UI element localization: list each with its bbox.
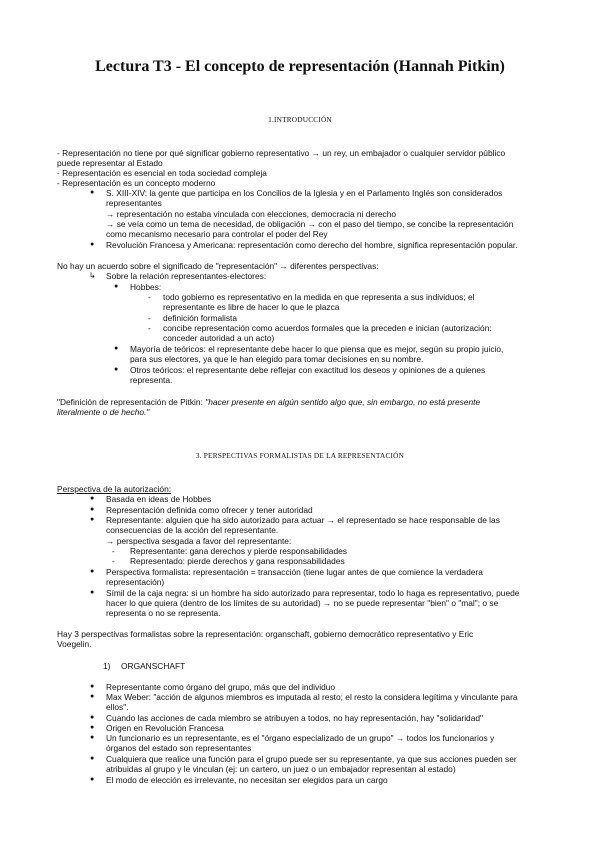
bullet-icon: ●	[90, 714, 95, 721]
bullet-icon: ●	[90, 724, 95, 731]
bullet-icon: ●	[114, 366, 119, 373]
list-item: representante es libre de hacer lo que le plazca	[163, 302, 340, 312]
dash-icon: -	[148, 323, 151, 333]
list-item: atribuidas al grupo y le vinculan (ej: un cartero, un juez o un embajador representan al estado)	[106, 764, 456, 774]
text-line: - Representación es un concepto moderno	[57, 178, 216, 188]
document-title: Lectura T3 - El concepto de representación (Hannah Pitkin)	[95, 58, 505, 75]
list-item: Representante: gana derechos y pierde responsabilidades	[130, 546, 347, 556]
list-item: como mecanismo necesario para controlar el poder del Rey	[106, 229, 328, 239]
bullet-icon: ●	[90, 241, 95, 248]
bullet-icon: ●	[90, 734, 95, 741]
list-item: → se veía como un tema de necesidad, de obligación → con el paso del tiempo, se concibe la representación	[106, 219, 514, 229]
bullet-icon: ●	[90, 495, 95, 502]
text-line: - Representación no tiene por qué significar gobierno representativo → un rey, un embajador o cualquier servidor público	[57, 148, 506, 158]
bullet-icon: ●	[90, 755, 95, 762]
list-item: representación)	[106, 577, 165, 587]
dash-icon: -	[148, 292, 151, 302]
list-item: Hobbes:	[130, 282, 162, 292]
list-number: 1)	[103, 661, 111, 671]
list-item: representantes	[106, 198, 162, 208]
bullet-icon: ●	[90, 693, 95, 700]
list-item: Representante como órgano del grupo, más que del individuo	[106, 682, 336, 692]
list-item: Cuando las acciones de cada miembro se atribuyen a todos, no hay representación, hay "solidaridad"	[106, 713, 483, 723]
bullet-icon: ●	[90, 683, 95, 690]
list-item: El modo de elección es irrelevante, no necesitan ser elegidos para un cargo	[106, 775, 388, 785]
list-item: → representación no estaba vinculada con elecciones, democracia ni derecho	[106, 209, 397, 219]
arrow-icon: ↳	[89, 271, 96, 280]
list-item: representa o no se representa.	[106, 608, 221, 618]
list-item: Símil de la caja negra: si un hombre ha sido autorizado para representar, todo lo haga es representativo, puede	[106, 588, 520, 598]
list-item: hacer lo que quiera (dentro de los límites de su autoridad) → no se puede representar "bien" o "mal"; o se	[106, 598, 499, 608]
section-heading-introduccion: 1.INTRODUCCIÓN	[268, 115, 332, 124]
text-line: No hay un acuerdo sobre el significado de "representación" → diferentes perspectivas:	[57, 261, 379, 271]
list-item: Origen en Revolución Francesa	[106, 723, 224, 733]
list-item: definición formalista	[163, 313, 238, 323]
bullet-icon: ●	[90, 568, 95, 575]
list-item: consecuencias de la acción del representante.	[106, 525, 279, 535]
bullet-icon: ●	[90, 589, 95, 596]
list-item: Sobre la relación representantes-electores:	[106, 271, 267, 281]
definition-prefix: "Definición de representación de Pitkin:	[57, 397, 206, 407]
dash-icon: -	[148, 313, 151, 323]
list-item: Basada en ideas de Hobbes	[106, 494, 212, 504]
list-item: concibe representación como acuerdos formales que la preceden e inician (autorización:	[163, 323, 492, 333]
definition-line	[57, 397, 480, 407]
list-item: Revolución Francesa y Americana: representación como derecho del hombre, significa representación popular.	[106, 240, 518, 250]
list-item: Representado: pierde derechos y gana responsabilidades	[130, 556, 345, 566]
list-item: ellos".	[106, 702, 129, 712]
bullet-icon: ●	[90, 776, 95, 783]
list-item: todo gobierno es representativo en la medida en que representa a sus individuos; el	[163, 292, 475, 302]
list-item: → perspectiva sesgada a favor del representante:	[106, 536, 292, 546]
list-item: Cualquiera que realice una función para el grupo puede ser su representante, ya que sus acciones pueden ser	[106, 754, 517, 764]
bullet-icon: ●	[114, 345, 119, 352]
definition-quote: "hacer presente en algún sentido algo que, sin embargo, no está presente	[205, 397, 481, 407]
section-heading-perspectivas: 3. PERSPECTIVAS FORMALISTAS DE LA REPRESENTACIÓN	[195, 451, 405, 460]
list-item: para sus electores, ya que le han elegido para tomar decisiones en su nombre.	[130, 354, 424, 364]
bullet-icon: ●	[90, 189, 95, 196]
text-line: Hay 3 perspectivas formalistas sobre la representación: organschaft, gobierno democrático representativo y Eric	[57, 629, 474, 639]
list-item: Mayoría de teóricos: el representante debe hacer lo que piensa que es mejor, según su propio juicio,	[130, 344, 504, 354]
text-line: puede representar al Estado	[57, 158, 163, 168]
subsection-title: ORGANSCHAFT	[121, 661, 186, 671]
list-item: órganos del estado son representantes	[106, 743, 252, 753]
dash-icon: -	[112, 546, 115, 556]
list-item: representa.	[130, 375, 173, 385]
bullet-icon: ●	[114, 283, 119, 290]
list-item: Otros teóricos: el representante debe reflejar con exactitud los deseos y opiniones de a quienes	[130, 365, 486, 375]
subsection-title: Perspectiva de la autorización:	[57, 484, 172, 494]
text-line: - Representación es esencial en toda sociedad compleja	[57, 168, 267, 178]
list-item: conceder autoridad a un acto)	[163, 333, 275, 343]
list-item: Max Weber: "acción de algunos miembros es imputada al resto; el resto la considera legítima y vinculante para	[106, 692, 518, 702]
bullet-icon: ●	[90, 506, 95, 513]
list-item: S. XIII-XIV: la gente que participa en los Concilios de la Iglesia y en el Parlamento Inglés son considerados	[106, 188, 503, 198]
dash-icon: -	[112, 556, 115, 566]
bullet-icon: ●	[90, 516, 95, 523]
list-item: Representación definida como ofrecer y tener autoridad	[106, 505, 313, 515]
list-item: Representante: alguien que ha sido autorizado para actuar → el representado se hace responsable de las	[106, 515, 500, 525]
list-item: Un funcionario es un representante, es el "órgano especializado de un grupo" → todos los funcionarios y	[106, 733, 495, 743]
definition-quote: literalmente o de hecho."	[57, 407, 150, 417]
list-item: Perspectiva formalista: representación = transacción (tiene lugar antes de que comience la verdadera	[106, 567, 483, 577]
text-line: Voegelin.	[57, 639, 92, 649]
